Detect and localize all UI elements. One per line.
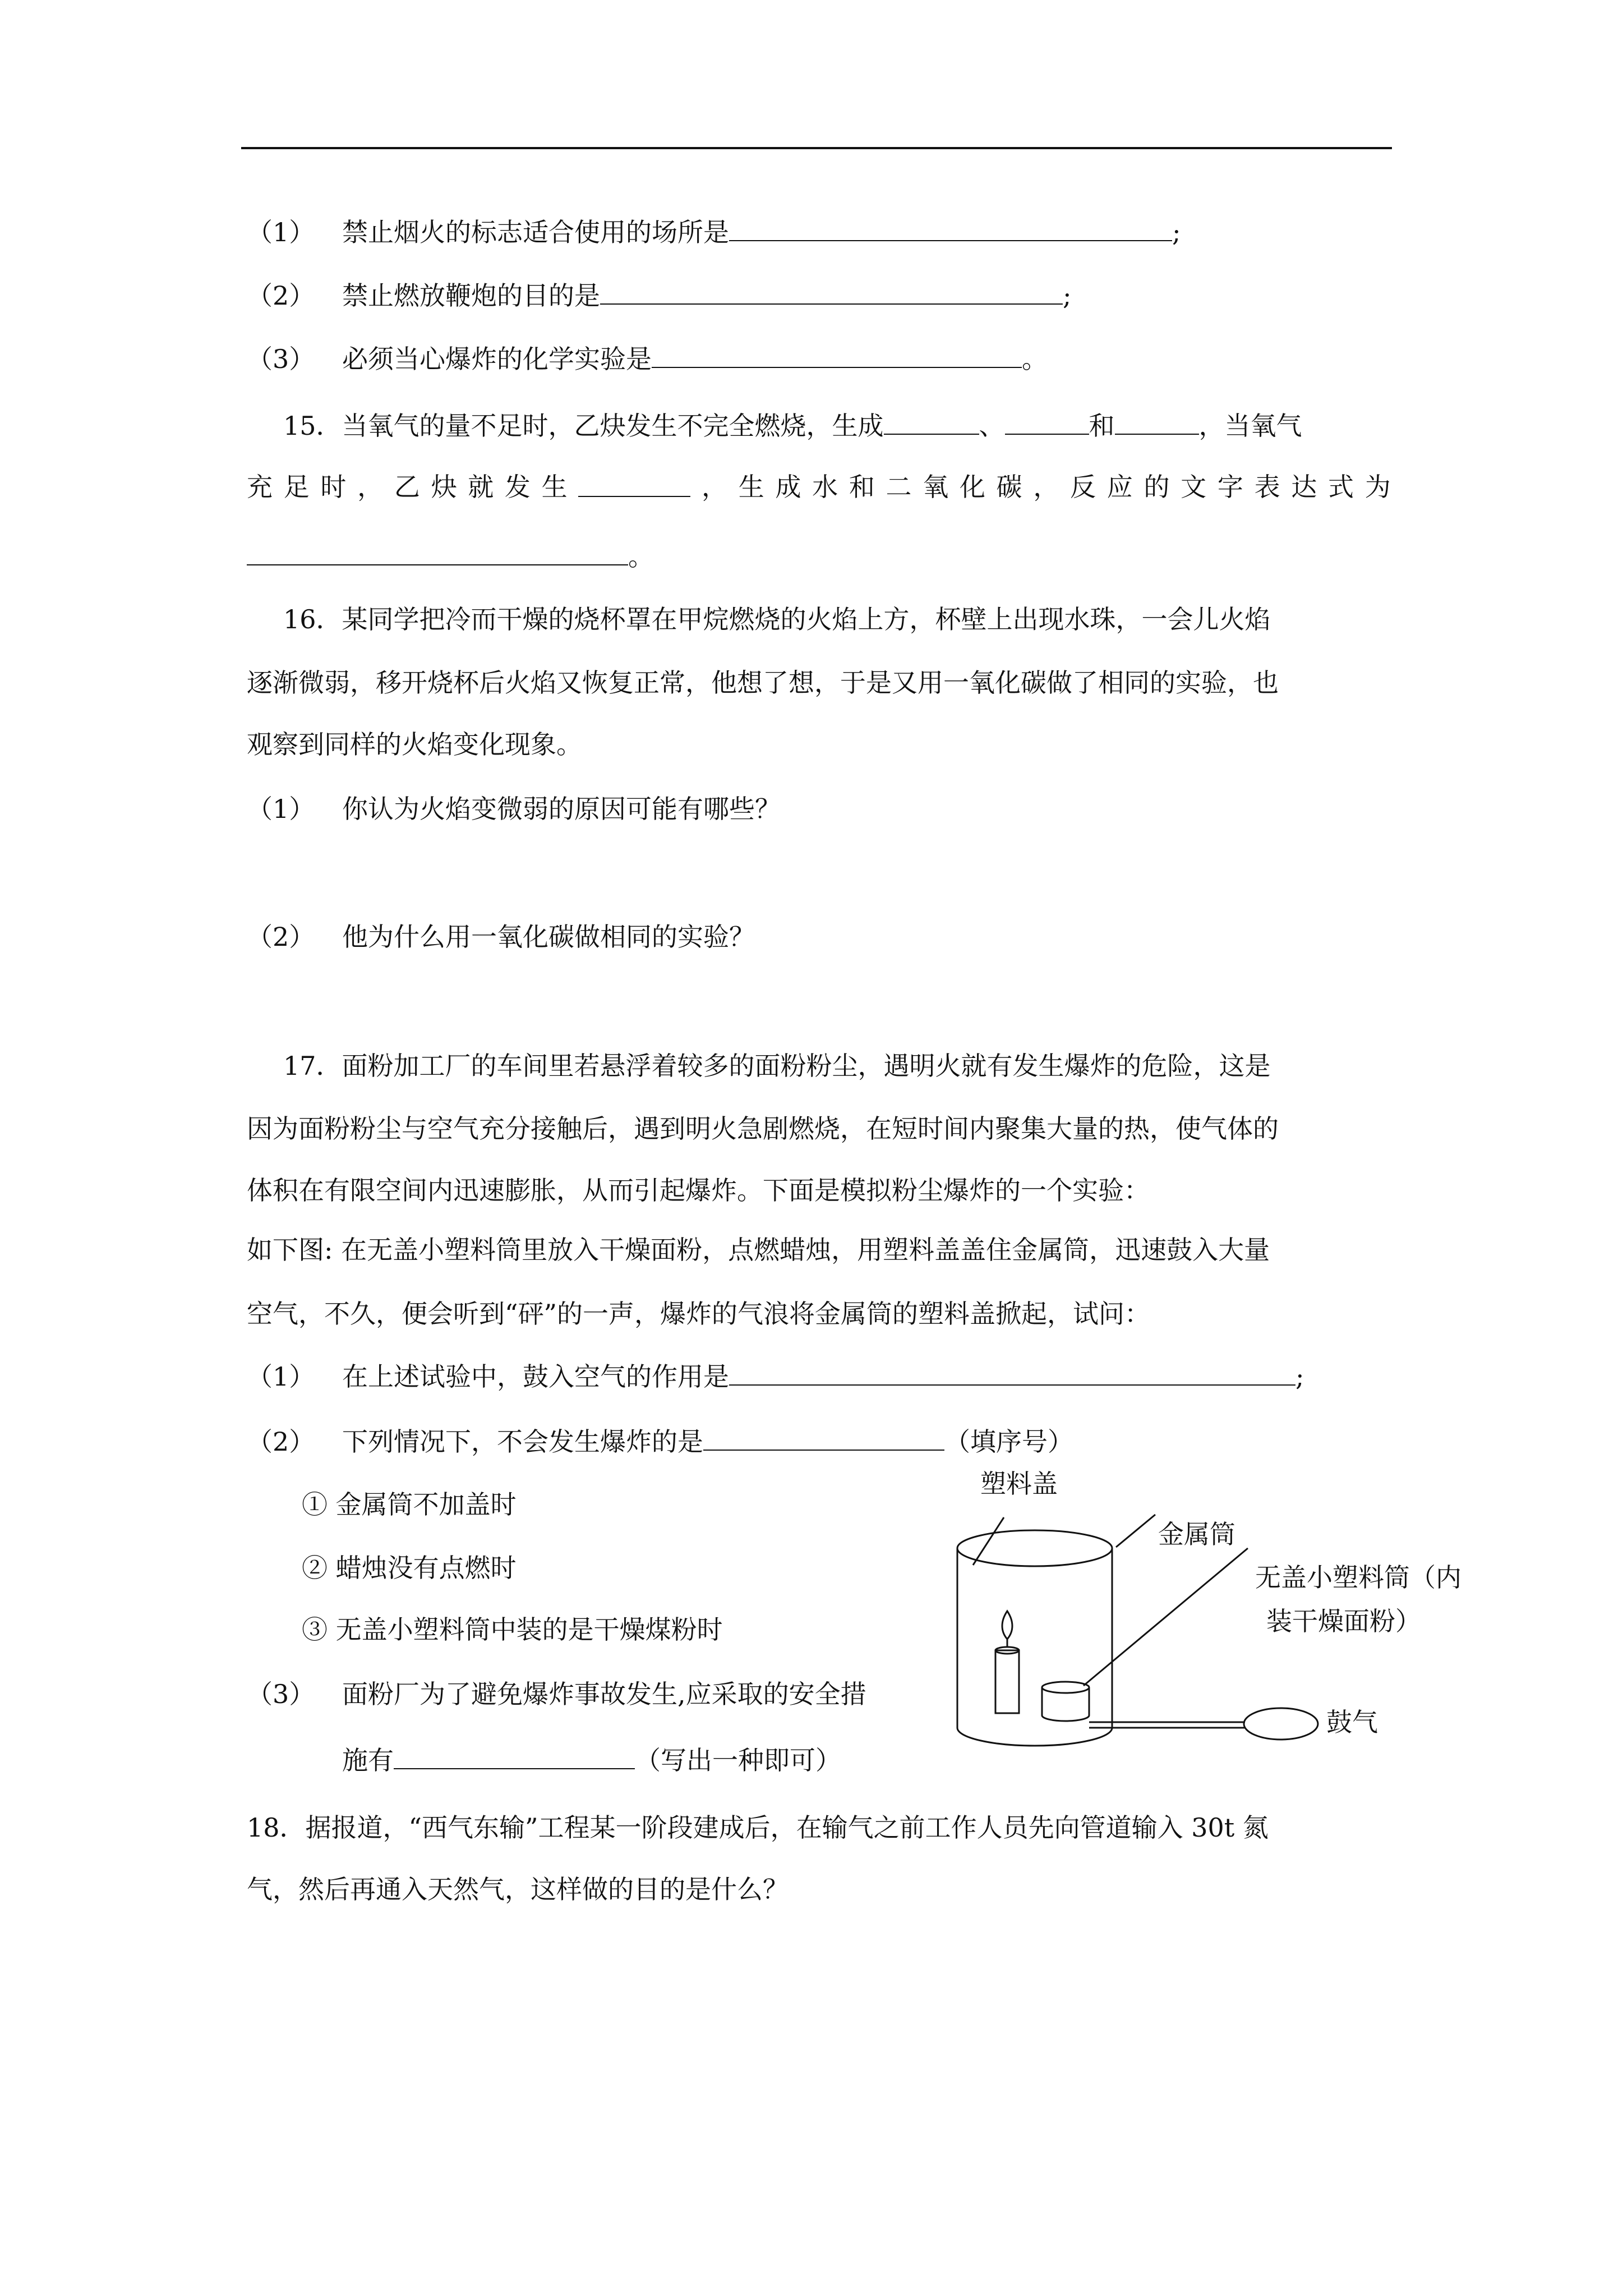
apparatus-diagram	[931, 1464, 1514, 1778]
q15-char: ，	[1033, 472, 1059, 502]
q18-line1: 18．据报道，“西气东输”工程某一阶段建成后，在输气之前工作人员先向管道输入 30t 氮	[247, 1812, 1269, 1843]
q15-char: 碳	[996, 472, 1022, 502]
answer-blank[interactable]	[1115, 408, 1199, 435]
q15-char: 乙	[394, 472, 420, 502]
answer-blank[interactable]	[247, 539, 628, 565]
q15-char: 反	[1070, 472, 1096, 502]
q15-char: 氧	[923, 472, 949, 502]
label-small-cup-line1: 无盖小塑料筒（内	[1255, 1562, 1461, 1593]
q17-sub1-text: 在上述试验中，鼓入空气的作用是	[342, 1361, 729, 1392]
q16-sub2-number: （2）	[247, 922, 315, 952]
q14-sub3	[247, 341, 1048, 376]
q17-line5: 空气，不久，便会听到“砰”的一声，爆炸的气浪将金属筒的塑料盖掀起，试问：	[247, 1299, 1151, 1329]
label-small-cup-line2: 装干燥面粉）	[1266, 1606, 1421, 1636]
q14-sub2-text: 禁止燃放鞭炮的目的是	[342, 280, 600, 311]
answer-blank[interactable]	[652, 341, 1022, 368]
q15-char: 就	[468, 472, 494, 502]
q17-sub2-number: （2）	[247, 1427, 315, 1457]
q17-sub2-end: （填序号）	[944, 1427, 1073, 1457]
q14-sub1	[247, 214, 1181, 249]
q17-sub1-number: （1）	[247, 1361, 315, 1392]
q17-option-1: ① 金属筒不加盖时	[302, 1489, 517, 1520]
q15-char: 为	[1364, 472, 1391, 502]
q17-option-2: ② 蜡烛没有点燃时	[302, 1553, 517, 1583]
q15-char: 达	[1291, 472, 1317, 502]
q14-sub3-number: （3）	[247, 344, 315, 374]
answer-blank[interactable]	[884, 408, 979, 435]
candle-body	[995, 1650, 1019, 1713]
answer-blank[interactable]	[600, 278, 1063, 305]
q17-sub1-end: ;	[1295, 1361, 1304, 1392]
q15-line1	[283, 408, 1302, 443]
q15-char: 炔	[431, 472, 457, 502]
answer-blank[interactable]	[703, 1424, 944, 1451]
q14-sub2-number: （2）	[247, 280, 315, 311]
q15-char: 文	[1181, 472, 1207, 502]
candle-flame	[1002, 1611, 1012, 1639]
q17-sub3-line2	[342, 1742, 841, 1777]
dust-explosion-apparatus-figure	[931, 1464, 1514, 1778]
answer-blank[interactable]	[1005, 408, 1089, 435]
q15-char: 充	[247, 472, 273, 502]
q15-sep1: 、	[979, 411, 1005, 441]
answer-blank[interactable]	[578, 470, 690, 497]
q17-sub3	[247, 1677, 866, 1711]
q16-line1: 16．某同学把冷而干燥的烧杯罩在甲烷燃烧的火焰上方，杯壁上出现水珠，一会儿火焰	[283, 604, 1271, 634]
q15-char: 和	[849, 472, 875, 502]
q15-char: ，	[357, 472, 384, 502]
q18-line2: 气，然后再通入天然气，这样做的目的是什么？	[247, 1874, 789, 1904]
q15-char: 水	[812, 472, 838, 502]
q15-line3-end: 。	[628, 541, 654, 572]
q17-sub2	[247, 1424, 1073, 1458]
q14-sub3-end: 。	[1022, 344, 1048, 374]
q14-sub1-number: （1）	[247, 217, 315, 247]
q15-text-b: ，当氧气	[1198, 411, 1302, 441]
q15-char: 表	[1254, 472, 1280, 502]
can-top-ellipse	[957, 1530, 1112, 1566]
q14-sub1-end: ;	[1172, 217, 1181, 247]
answer-blank[interactable]	[729, 1359, 1295, 1386]
q15-sep2: 和	[1089, 411, 1115, 441]
q15-text-a: 15．当氧气的量不足时，乙炔发生不完全燃烧，生成	[283, 411, 884, 441]
label-metal-can: 金属筒	[1158, 1519, 1235, 1549]
q17-sub3-text: 面粉厂为了避免爆炸事故发生,应采取的安全措	[342, 1679, 866, 1709]
q15-char: 化	[959, 472, 985, 502]
q17-sub3-number: （3）	[247, 1679, 315, 1709]
q17-line4: 如下图: 在无盖小塑料筒里放入干燥面粉，点燃蜡烛，用塑料盖盖住金属筒，迅速鼓入大量	[247, 1235, 1270, 1265]
q16-sub1-text: 你认为火焰变微弱的原因可能有哪些？	[342, 794, 781, 824]
q17-sub1	[247, 1359, 1304, 1393]
q16-sub2	[247, 920, 755, 954]
leader-lid	[973, 1517, 1004, 1565]
header-rule	[241, 147, 1392, 149]
answer-blank[interactable]	[729, 214, 1172, 241]
small-cup-rim	[1042, 1682, 1089, 1693]
q14-sub1-text: 禁止烟火的标志适合使用的场所是	[342, 217, 729, 247]
q15-char: 式	[1327, 472, 1354, 502]
q15-char: 应	[1106, 472, 1133, 502]
q16-sub1-number: （1）	[247, 794, 315, 824]
q14-sub3-text: 必须当心爆炸的化学实验是	[342, 344, 652, 374]
q14-sub2-end: ;	[1063, 280, 1072, 311]
q16-sub2-text: 他为什么用一氧化碳做相同的实验？	[342, 922, 755, 952]
q15-char: 生	[738, 472, 764, 502]
leader-can	[1116, 1515, 1155, 1547]
q15-char: ，	[702, 472, 728, 502]
q15-char: 发	[504, 472, 531, 502]
q15-char: 的	[1144, 472, 1170, 502]
q15-char: 成	[775, 472, 801, 502]
q16-line3: 观察到同样的火焰变化现象。	[247, 729, 582, 760]
q15-char: 二	[886, 472, 912, 502]
q15-line3	[247, 539, 654, 573]
q15-char: 时	[320, 472, 347, 502]
q17-line2: 因为面粉粉尘与空气充分接触后，遇到明火急剧燃烧，在短时间内聚集大量的热，使气体的	[247, 1114, 1279, 1144]
leader-cup	[1083, 1548, 1248, 1686]
q17-option-3: ③ 无盖小塑料筒中装的是干燥煤粉时	[302, 1614, 723, 1645]
q15-char: 足	[283, 472, 310, 502]
q16-sub1	[247, 792, 781, 826]
q17-sub3-text-b: （写出一种即可）	[635, 1745, 841, 1775]
q15-char: 字	[1217, 472, 1243, 502]
q15-line2	[247, 470, 1391, 504]
pump-bulb	[1244, 1708, 1318, 1740]
q17-line3: 体积在有限空间内迅速膨胀，从而引起爆炸。下面是模拟粉尘爆炸的一个实验：	[247, 1175, 1150, 1205]
q17-line1: 17．面粉加工厂的车间里若悬浮着较多的面粉粉尘，遇明火就有发生爆炸的危险，这是	[283, 1051, 1271, 1081]
label-air-pump: 鼓气	[1326, 1707, 1378, 1737]
q16-line2: 逐渐微弱，移开烧杯后火焰又恢复正常，他想了想，于是又用一氧化碳做了相同的实验，也	[247, 668, 1279, 698]
q15-char: 生	[541, 472, 568, 502]
label-plastic-lid: 塑料盖	[980, 1469, 1058, 1499]
q17-sub2-text: 下列情况下，不会发生爆炸的是	[342, 1427, 703, 1457]
can-bottom-arc	[957, 1728, 1112, 1746]
q17-sub3-text-a: 施有	[342, 1745, 394, 1775]
answer-blank[interactable]	[394, 1742, 635, 1769]
q14-sub2	[247, 278, 1072, 312]
